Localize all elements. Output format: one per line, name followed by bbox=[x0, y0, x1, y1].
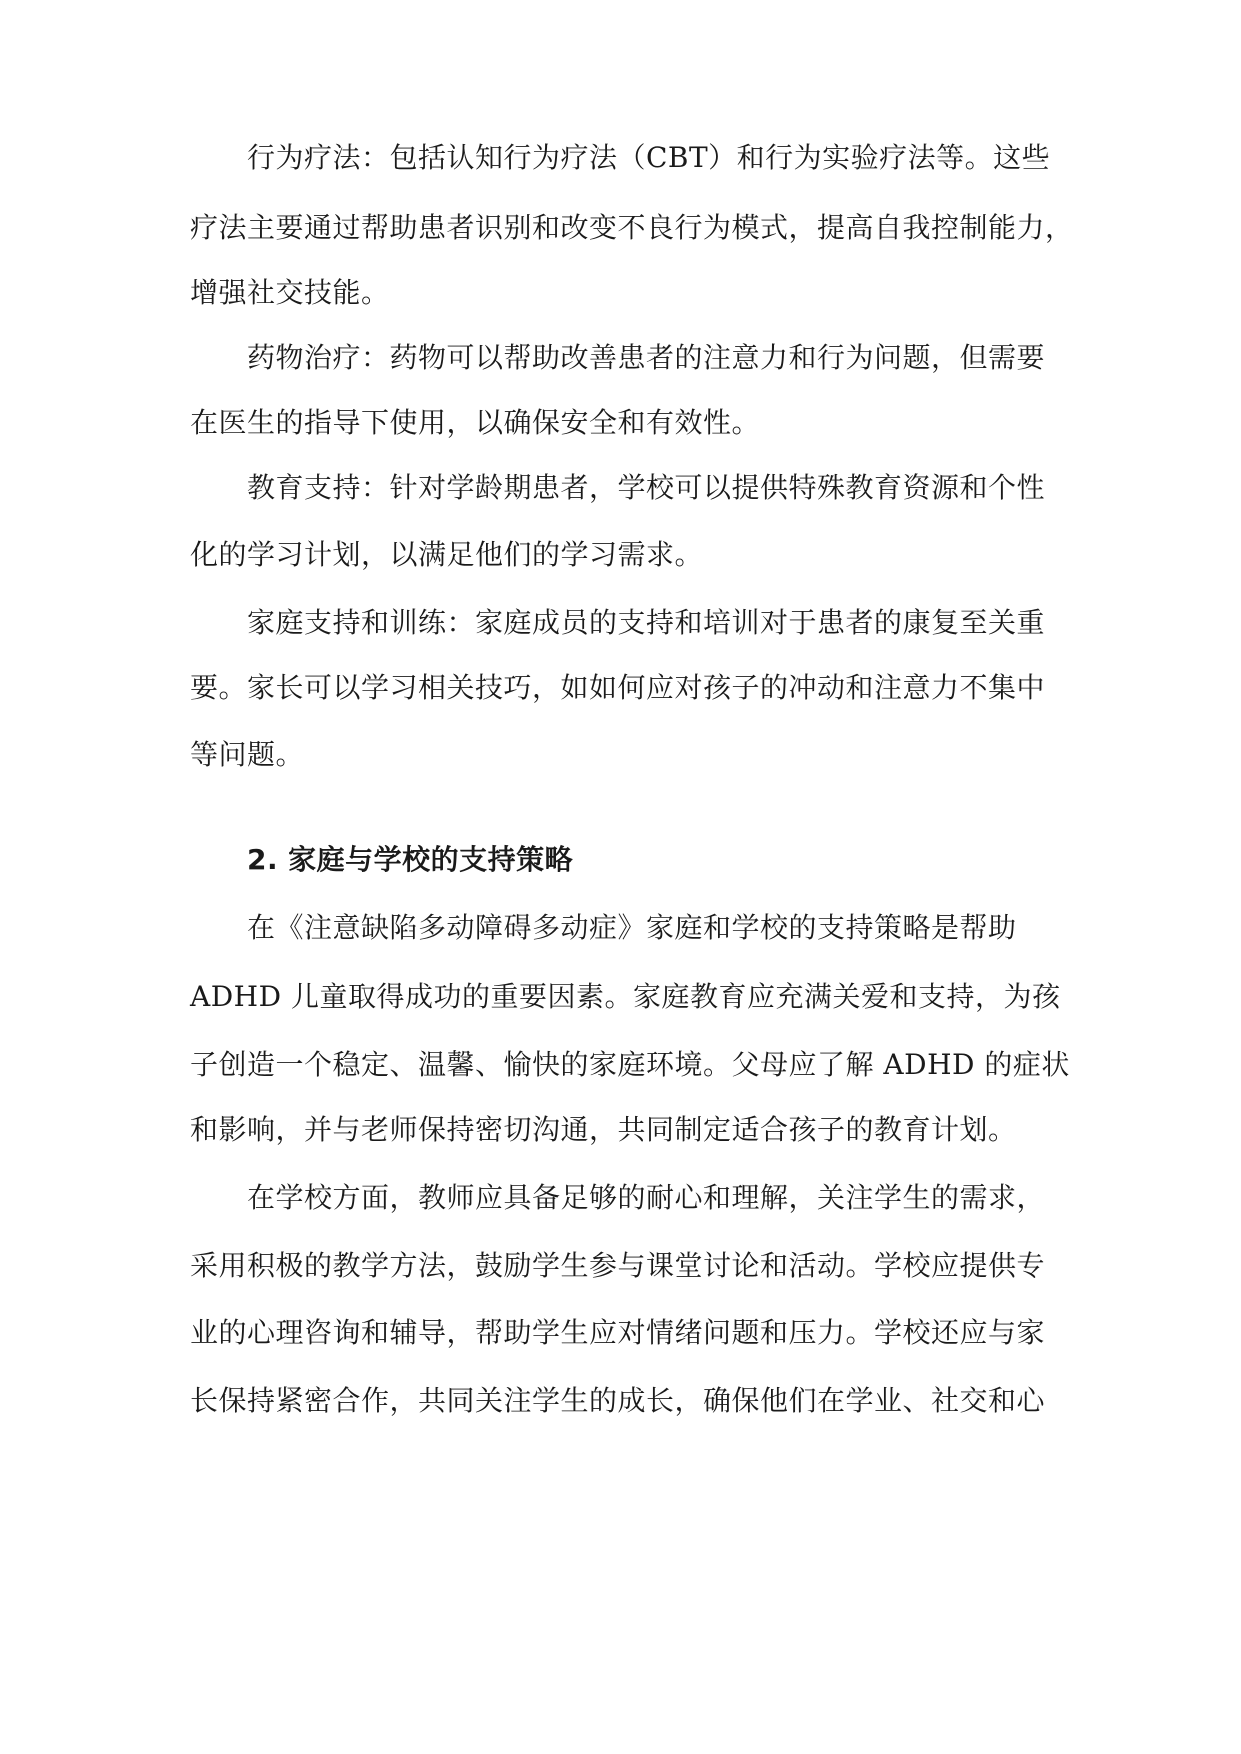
text-line: 药物治疗：药物可以帮助改善患者的注意力和行为问题，但需要 bbox=[247, 341, 1046, 374]
text-line: 在医生的指导下使用，以确保安全和有效性。 bbox=[190, 406, 761, 439]
text-line: 子创造一个稳定、温馨、愉快的家庭环境。父母应了解 ADHD 的症状 bbox=[190, 1048, 1070, 1081]
text-line: 在《注意缺陷多动障碍多动症》家庭和学校的支持策略是帮助 bbox=[247, 911, 1017, 944]
text-line: 家庭支持和训练：家庭成员的支持和培训对于患者的康复至关重 bbox=[247, 606, 1046, 639]
text-line: 和影响，并与老师保持密切沟通，共同制定适合孩子的教育计划。 bbox=[190, 1113, 1017, 1146]
text-line: 化的学习计划，以满足他们的学习需求。 bbox=[190, 538, 704, 571]
text-line: 疗法主要通过帮助患者识别和改变不良行为模式，提高自我控制能力， bbox=[190, 211, 1074, 244]
section-title: 家庭与学校的支持策略 bbox=[288, 843, 574, 876]
text-line: 行为疗法：包括认知行为疗法（CBT）和行为实验疗法等。这些 bbox=[247, 141, 1051, 174]
text-line: 增强社交技能。 bbox=[190, 276, 390, 309]
section-number: 2. bbox=[247, 843, 279, 876]
text-line: 在学校方面，教师应具备足够的耐心和理解，关注学生的需求， bbox=[247, 1181, 1046, 1214]
text-line: 等问题。 bbox=[190, 738, 305, 771]
text-line: 采用积极的教学方法，鼓励学生参与课堂讨论和活动。学校应提供专 bbox=[190, 1249, 1046, 1282]
text-line: 长保持紧密合作，共同关注学生的成长，确保他们在学业、社交和心 bbox=[190, 1384, 1046, 1417]
text-line: 要。家长可以学习相关技巧，如如何应对孩子的冲动和注意力不集中 bbox=[190, 671, 1046, 704]
text-line: ADHD 儿童取得成功的重要因素。家庭教育应充满关爱和支持，为孩 bbox=[190, 980, 1061, 1013]
text-line: 教育支持：针对学龄期患者，学校可以提供特殊教育资源和个性 bbox=[247, 471, 1046, 504]
section-heading bbox=[247, 840, 1127, 880]
text-line: 业的心理咨询和辅导，帮助学生应对情绪问题和压力。学校还应与家 bbox=[190, 1316, 1046, 1349]
